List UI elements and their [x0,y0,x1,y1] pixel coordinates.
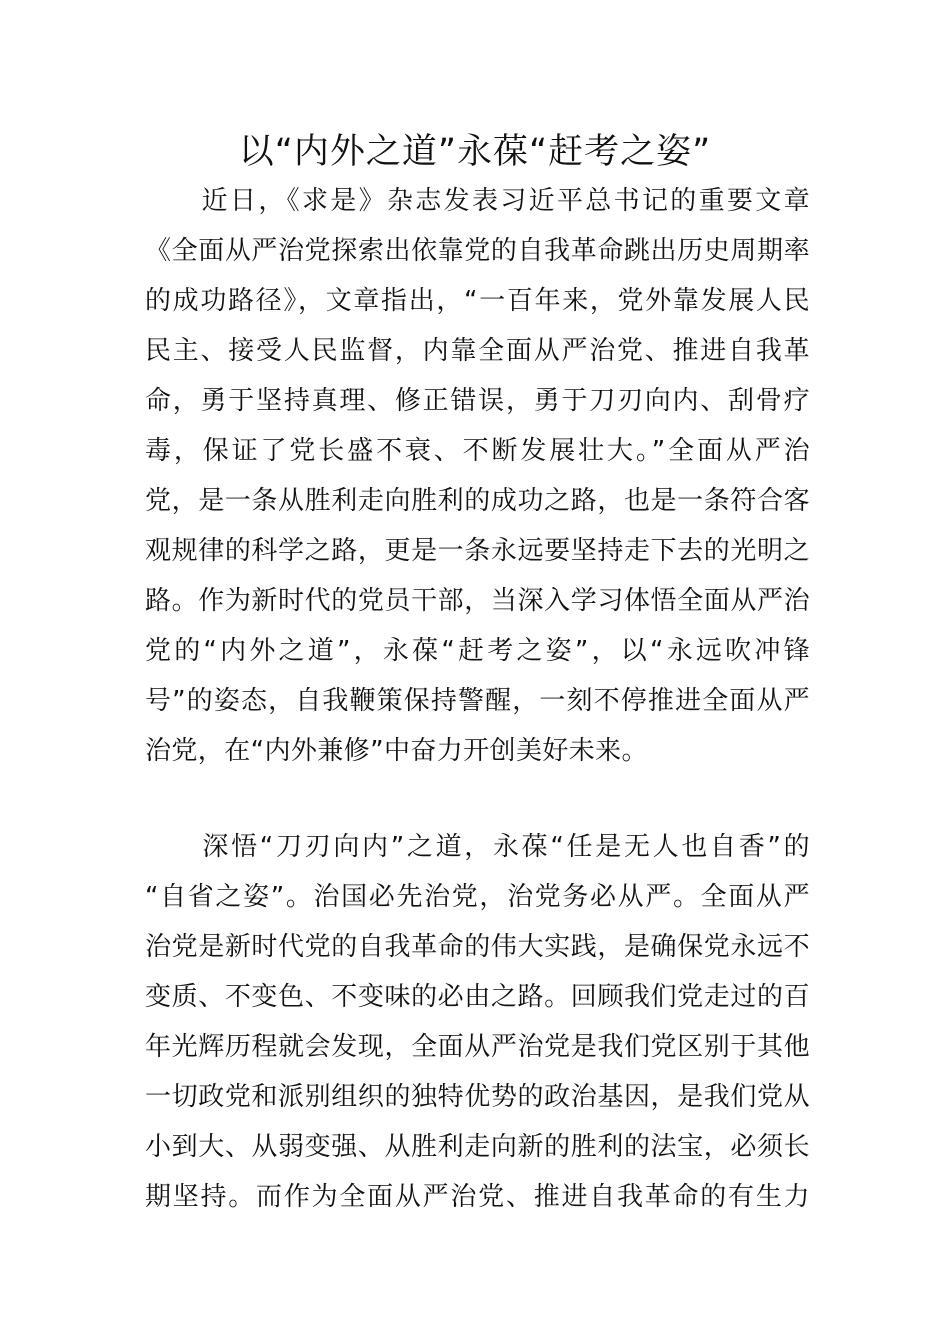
paragraph-line: 命，勇于坚持真理、修正错误，勇于刀刃向内、刮骨疗 [145,386,810,416]
paragraph-line: 党的“内外之道”，永葆“赶考之姿”，以“永远吹冲锋 [145,636,810,666]
paragraph-line: 一切政党和派别组织的独特优势的政治基因，是我们党从 [145,1082,810,1112]
paragraph-line: 期坚持。而作为全面从严治党、推进自我革命的有生力 [145,1182,810,1212]
paragraph-line: 小到大、从弱变强、从胜利走向新的胜利的法宝，必须长 [145,1132,810,1162]
paragraph-line: 治党是新时代党的自我革命的伟大实践，是确保党永远不 [145,932,810,962]
paragraph-line: 路。作为新时代的党员干部，当深入学习体悟全面从严治 [145,586,810,616]
paragraph-line: 深悟“刀刃向内”之道，永葆“任是无人也自香”的 [145,832,810,862]
paragraph-line: 毒，保证了党长盛不衰、不断发展壮大。”全面从严治 [145,436,810,466]
paragraph-line: 号”的姿态，自我鞭策保持警醒，一刻不停推进全面从严 [145,686,810,716]
paragraph-line: 年光辉历程就会发现，全面从严治党是我们党区别于其他 [145,1032,810,1062]
paragraph-line: “自省之姿”。治国必先治党，治党务必从严。全面从严 [145,882,810,912]
paragraph-line: 治党，在“内外兼修”中奋力开创美好未来。 [145,736,648,766]
paragraph-line: 观规律的科学之路，更是一条永远要坚持走下去的光明之 [145,536,810,566]
paragraph-line: 变质、不变色、不变味的必由之路。回顾我们党走过的百 [145,982,810,1012]
paragraph-line: 民主、接受人民监督，内靠全面从严治党、推进自我革 [145,336,810,366]
paragraph-line: 的成功路径》，文章指出，“一百年来，党外靠发展人民 [145,286,810,316]
paragraph-line: 党，是一条从胜利走向胜利的成功之路，也是一条符合客 [145,486,810,516]
document-title: 以“内外之道”永葆“赶考之姿” [238,132,712,172]
paragraph-line: 《全面从严治党探索出依靠党的自我革命跳出历史周期率 [145,236,810,266]
paragraph-line: 近日，《求是》杂志发表习近平总书记的重要文章 [145,186,810,216]
paragraph-2 [145,822,810,1222]
paragraph-1 [145,176,810,776]
